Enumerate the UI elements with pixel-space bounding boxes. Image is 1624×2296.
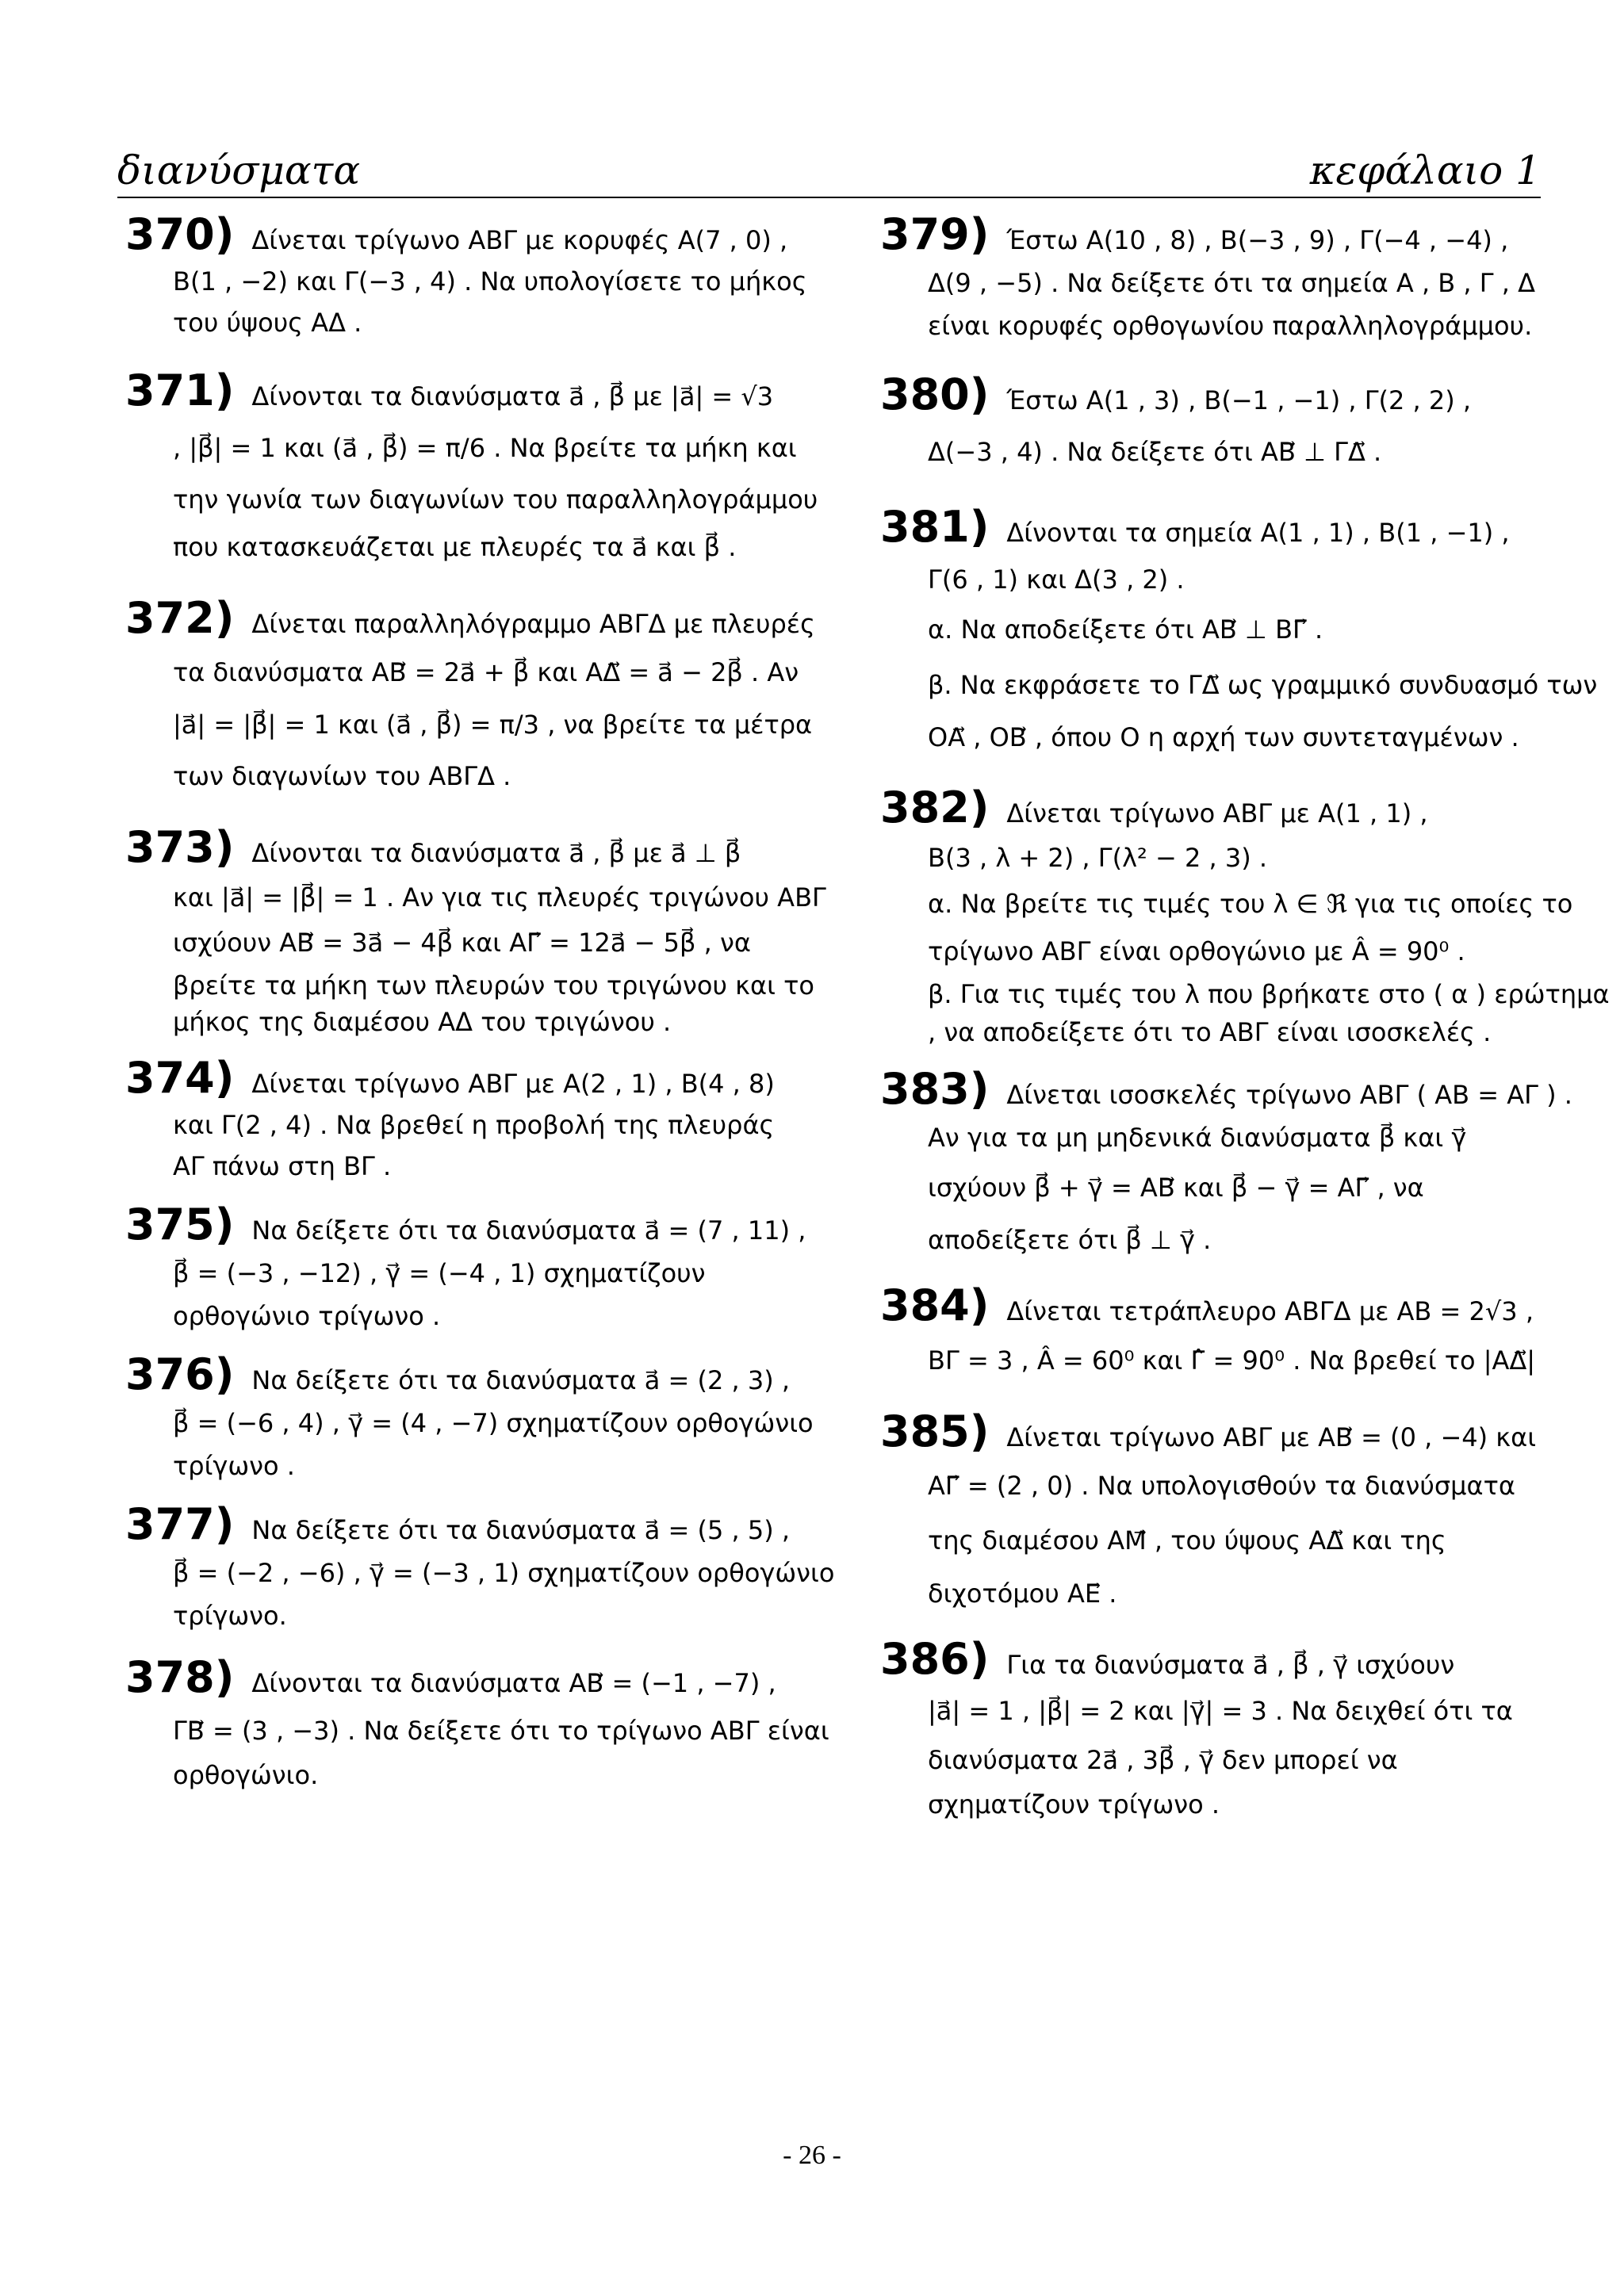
exercise-line	[125, 877, 826, 918]
exercise-text: σχηματίζουν τρίγωνο .	[928, 1789, 1220, 1820]
exercise-line	[125, 523, 815, 571]
exercise-text: μήκος της διαμέσου ΑΔ του τριγώνου .	[173, 1007, 672, 1037]
exercise-line	[880, 425, 1562, 479]
page-header	[117, 149, 1541, 198]
exercise-text: |a⃗| = |β⃗| = 1 και (a⃗ , β⃗) = π/3 , να βρείτε τα μέτρα	[173, 710, 813, 740]
exercise-line	[125, 1146, 815, 1187]
exercise-text: Να δείξετε ότι τα διανύσματα a⃗ = (7 , 11) ,	[251, 1215, 806, 1246]
exercise-text: των διαγωνίων του ΑΒΓΔ .	[173, 761, 511, 791]
exercise-number: 383)	[880, 1064, 990, 1114]
exercise-line	[880, 1569, 1562, 1618]
exercise-text: της διαμέσου ΑΜ⃗ , του ύψους ΑΔ⃗ και της	[928, 1525, 1446, 1556]
exercise-377	[125, 1499, 835, 1636]
exercise-text: ΟΑ⃗ , ΟΒ⃗ , όπου Ο η αρχή των συντεταγμένων .	[928, 722, 1519, 752]
exercise-line	[880, 1736, 1562, 1784]
left-column	[125, 209, 835, 1796]
exercise-number: 377)	[125, 1499, 235, 1549]
exercise-text: β. Για τις τιμές του λ που βρήκατε στο ( α ) ερώτημα	[928, 979, 1610, 1009]
exercise-line	[125, 1053, 815, 1104]
exercise-386	[880, 1634, 1562, 1825]
exercise-line	[125, 967, 815, 1004]
exercise-line	[880, 557, 1562, 602]
exercise-text: , να αποδείξετε ότι το ΑΒΓ είναι ισοσκελές .	[928, 1017, 1492, 1047]
exercise-number: 374)	[125, 1053, 235, 1103]
exercise-text: Δίνεται παραλληλόγραμμο ΑΒΓΔ με πλευρές	[251, 609, 815, 639]
right-column	[880, 209, 1610, 1825]
exercise-text: β⃗ = (−6 , 4) , γ⃗ = (4 , −7) σχηματίζουν ορθογώνιο	[173, 1408, 814, 1438]
exercise-line	[880, 1686, 1562, 1736]
exercise-line	[125, 824, 815, 877]
exercise-line	[125, 1654, 815, 1707]
exercise-text: του ύψους ΑΔ .	[173, 308, 362, 338]
exercise-text: που κατασκευάζεται με πλευρές τα a⃗ και β⃗ .	[173, 532, 737, 562]
exercise-number: 381)	[880, 502, 990, 552]
exercise-text: ΒΓ = 3 , Â = 60⁰ και Γ̂ = 90⁰ . Να βρεθεί το |ΑΔ⃗|	[928, 1345, 1536, 1376]
exercise-number: 385)	[880, 1406, 990, 1456]
exercise-number: 378)	[125, 1652, 235, 1702]
exercise-line	[880, 836, 1562, 880]
exercise-line	[125, 1595, 815, 1636]
exercise-line	[125, 1295, 815, 1337]
exercise-text: |a⃗| = 1 , |β⃗| = 2 και |γ⃗| = 3 . Να δειχθεί ότι τα	[928, 1696, 1513, 1726]
exercise-line	[880, 370, 1562, 425]
exercise-text: ισχύουν ΑΒ⃗ = 3a⃗ − 4β⃗ και ΑΓ⃗ = 12a⃗ − 5β⃗ , να	[173, 928, 751, 958]
exercise-number: 386)	[880, 1634, 990, 1684]
exercise-text: και Γ(2 , 4) . Να βρεθεί η προβολή της πλευράς	[173, 1110, 775, 1140]
exercise-line	[125, 595, 815, 648]
exercise-line	[880, 209, 1562, 261]
exercise-line	[880, 1460, 1562, 1512]
exercise-text: Γ(6 , 1) και Δ(3 , 2) .	[928, 564, 1185, 595]
exercise-382	[880, 783, 1610, 1051]
exercise-text: τα διανύσματα ΑΒ⃗ = 2a⃗ + β⃗ και ΑΔ⃗ = a⃗ − 2β⃗ . Αν	[173, 657, 799, 687]
exercise-text: την γωνία των διαγωνίων του παραλληλογράμμου	[173, 484, 818, 515]
exercise-text: Δ(−3 , 4) . Να δείξετε ότι ΑΒ⃗ ⊥ ΓΔ⃗ .	[928, 437, 1382, 467]
exercise-line	[880, 305, 1562, 346]
exercise-line	[125, 1401, 815, 1445]
header-left-title: διανύσματα	[117, 147, 361, 193]
exercise-line	[125, 648, 815, 697]
exercise-375	[125, 1200, 815, 1337]
exercise-line	[880, 1160, 1562, 1215]
exercise-text: Δίνεται τρίγωνο ΑΒΓ με Α(1 , 1) ,	[1006, 798, 1428, 828]
exercise-line	[125, 476, 818, 523]
exercise-line	[125, 261, 815, 302]
exercise-text: Β(1 , −2) και Γ(−3 , 4) . Να υπολογίσετε το μήκος	[173, 266, 807, 297]
exercise-line	[125, 1004, 815, 1040]
exercise-line	[125, 1104, 815, 1146]
exercise-text: Να δείξετε ότι τα διανύσματα a⃗ = (5 , 5) ,	[251, 1515, 791, 1545]
exercise-379	[880, 209, 1562, 346]
exercise-text: α. Να αποδείξετε ότι ΑΒ⃗ ⊥ ΒΓ⃗ .	[928, 614, 1323, 645]
exercise-line	[125, 302, 815, 343]
exercise-line	[125, 1445, 815, 1487]
exercise-number: 373)	[125, 822, 235, 872]
exercise-line	[125, 1251, 815, 1295]
exercise-text: Δίνεται ισοσκελές τρίγωνο ΑΒΓ ( ΑΒ = ΑΓ ) .	[1006, 1080, 1572, 1110]
exercise-text: Αν για τα μη μηδενικά διανύσματα β⃗ και γ⃗	[928, 1123, 1467, 1153]
exercise-line	[125, 1200, 815, 1251]
exercise-text: Δίνεται τρίγωνο ΑΒΓ με κορυφές Α(7 , 0) ,	[251, 225, 788, 255]
exercise-number: 380)	[880, 369, 990, 419]
exercise-text: β. Να εκφράσετε το ΓΔ⃗ ως γραμμικό συνδυασμό των	[928, 670, 1598, 700]
exercise-text: διχοτόμου ΑΕ⃗ .	[928, 1578, 1117, 1609]
exercise-line	[125, 1707, 829, 1755]
exercise-374	[125, 1053, 815, 1187]
exercise-text: ΑΓ πάνω στη ΒΓ .	[173, 1151, 392, 1181]
exercise-text: α. Να βρείτε τις τιμές του λ ∈ ℜ για τις οποίες το	[928, 889, 1573, 919]
exercise-line	[125, 420, 815, 476]
exercise-line	[125, 1349, 815, 1401]
exercise-line	[880, 602, 1562, 657]
exercise-line	[880, 880, 1573, 928]
exercise-number: 371)	[125, 365, 235, 415]
exercise-381	[880, 502, 1598, 762]
exercise-text: τρίγωνο .	[173, 1451, 295, 1481]
exercise-383	[880, 1064, 1572, 1265]
exercise-line	[125, 1551, 835, 1595]
exercise-text: διανύσματα 2a⃗ , 3β⃗ , γ⃗ δεν μπορεί να	[928, 1745, 1398, 1775]
exercise-text: αποδείξετε ότι β⃗ ⊥ γ⃗ .	[928, 1225, 1212, 1255]
exercise-385	[880, 1406, 1562, 1618]
exercise-text: ΑΓ⃗ = (2 , 0) . Να υπολογισθούν τα διανύσματα	[928, 1471, 1515, 1501]
exercise-line	[125, 1755, 815, 1796]
page-number: - 26 -	[783, 2141, 841, 2170]
exercise-372	[125, 595, 815, 800]
exercise-376	[125, 1349, 815, 1487]
exercise-line	[880, 503, 1562, 557]
exercise-line	[880, 1406, 1562, 1460]
exercise-line	[880, 928, 1562, 975]
exercise-line	[125, 209, 815, 261]
exercise-text: Δίνονται τα διανύσματα a⃗ , β⃗ με a⃗ ⊥ β⃗	[251, 838, 741, 868]
exercise-text: Δίνονται τα διανύσματα a⃗ , β⃗ με |a⃗| = √3	[251, 381, 774, 411]
exercise-378	[125, 1652, 829, 1796]
header-right-title: κεφάλαιο 1	[1309, 147, 1541, 193]
exercise-text: β⃗ = (−3 , −12) , γ⃗ = (−4 , 1) σχηματίζουν	[173, 1258, 706, 1288]
exercise-text: Δίνονται τα σημεία Α(1 , 1) , Β(1 , −1) ,	[1006, 518, 1510, 548]
exercise-number: 372)	[125, 593, 235, 643]
exercise-line	[880, 975, 1610, 1013]
exercise-text: ορθογώνιο.	[173, 1760, 319, 1790]
exercise-line	[125, 697, 815, 752]
exercise-line	[880, 1215, 1562, 1265]
exercise-line	[880, 1280, 1562, 1332]
exercise-text: Να δείξετε ότι τα διανύσματα a⃗ = (2 , 3) ,	[251, 1365, 791, 1395]
exercise-text: Δίνονται τα διανύσματα ΑΒ⃗ = (−1 , −7) ,	[251, 1668, 776, 1698]
exercise-text: Δίνεται τρίγωνο ΑΒΓ με Α(2 , 1) , Β(4 , 8)	[251, 1069, 775, 1099]
exercise-text: Δίνεται τρίγωνο ΑΒΓ με ΑΒ⃗ = (0 , −4) και	[1006, 1422, 1537, 1452]
exercise-number: 379)	[880, 209, 990, 259]
exercise-text: β⃗ = (−2 , −6) , γ⃗ = (−3 , 1) σχηματίζουν ορθογώνιο	[173, 1558, 835, 1588]
exercise-line	[880, 261, 1562, 305]
exercise-text: , |β⃗| = 1 και (a⃗ , β⃗) = π/6 . Να βρείτε τα μήκη και	[173, 433, 797, 463]
exercise-380	[880, 370, 1562, 479]
exercise-line	[125, 367, 815, 420]
exercise-line	[880, 713, 1562, 762]
exercise-text: τρίγωνο ΑΒΓ είναι ορθογώνιο με Â = 90⁰ .	[928, 936, 1465, 966]
exercise-line	[880, 1784, 1562, 1825]
exercise-text: Β(3 , λ + 2) , Γ(λ² − 2 , 3) .	[928, 843, 1268, 873]
exercise-number: 382)	[880, 783, 990, 832]
exercise-number: 375)	[125, 1200, 235, 1249]
exercise-text: Δίνεται τετράπλευρο ΑΒΓΔ με ΑΒ = 2√3 ,	[1006, 1296, 1534, 1326]
exercise-text: ορθογώνιο τρίγωνο .	[173, 1301, 441, 1331]
exercise-line	[880, 1512, 1562, 1569]
exercise-373	[125, 822, 826, 1040]
exercise-text: ΓΒ⃗ = (3 , −3) . Να δείξετε ότι το τρίγωνο ΑΒΓ είναι	[173, 1716, 829, 1746]
exercise-line	[880, 657, 1598, 713]
exercise-text: βρείτε τα μήκη των πλευρών του τριγώνου και το	[173, 970, 814, 1001]
exercise-text: Έστω Α(10 , 8) , Β(−3 , 9) , Γ(−4 , −4) ,	[1006, 225, 1509, 255]
exercise-text: τρίγωνο.	[173, 1601, 287, 1631]
exercise-line	[880, 1064, 1572, 1115]
exercise-line	[125, 752, 815, 800]
exercise-384	[880, 1280, 1562, 1389]
exercise-line	[880, 1634, 1562, 1686]
exercise-text: είναι κορυφές ορθογωνίου παραλληλογράμμου.	[928, 311, 1533, 341]
exercise-text: Δ(9 , −5) . Να δείξετε ότι τα σημεία Α , Β , Γ , Δ	[928, 268, 1535, 298]
exercise-370	[125, 209, 815, 343]
exercise-line	[880, 1115, 1562, 1160]
exercise-371	[125, 365, 818, 571]
exercise-number: 370)	[125, 209, 235, 259]
exercise-line	[125, 1499, 815, 1551]
exercise-number: 384)	[880, 1280, 990, 1330]
exercise-text: και |a⃗| = |β⃗| = 1 . Αν για τις πλευρές τριγώνου ΑΒΓ	[173, 882, 826, 913]
exercise-text: Έστω Α(1 , 3) , Β(−1 , −1) , Γ(2 , 2) ,	[1006, 385, 1472, 415]
exercise-number: 376)	[125, 1349, 235, 1399]
exercise-line	[125, 918, 815, 967]
exercise-text: ισχύουν β⃗ + γ⃗ = ΑΒ⃗ και β⃗ − γ⃗ = ΑΓ⃗ , να	[928, 1173, 1424, 1203]
exercise-line	[880, 1013, 1562, 1051]
exercise-text: Για τα διανύσματα a⃗ , β⃗ , γ⃗ ισχύουν	[1006, 1650, 1455, 1680]
exercise-line	[880, 783, 1562, 836]
exercise-line	[880, 1332, 1562, 1389]
